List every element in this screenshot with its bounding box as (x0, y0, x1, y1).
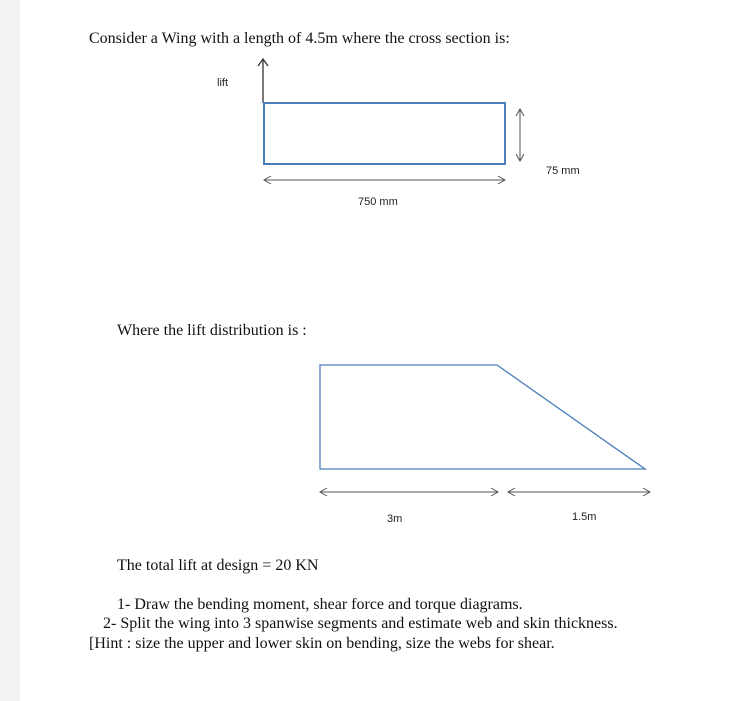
width-label: 750 mm (358, 196, 398, 208)
height-label: 75 mm (546, 165, 580, 177)
task-2: 2- Split the wing into 3 spanwise segments and estimate web and skin thickness. (103, 615, 618, 632)
distribution-heading: Where the lift distribution is : (117, 322, 307, 339)
lift-distribution-shape (320, 365, 645, 469)
hint-text: [Hint : size the upper and lower skin on bending, size the webs for shear. (89, 635, 555, 652)
segment2-label: 1.5m (572, 511, 597, 523)
task-1: 1- Draw the bending moment, shear force and torque diagrams. (117, 596, 523, 613)
total-lift-text: The total lift at design = 20 KN (117, 557, 319, 574)
segment1-label: 3m (387, 513, 403, 525)
lift-label: lift (217, 77, 228, 89)
intro-text: Consider a Wing with a length of 4.5m where the cross section is: (89, 30, 510, 47)
